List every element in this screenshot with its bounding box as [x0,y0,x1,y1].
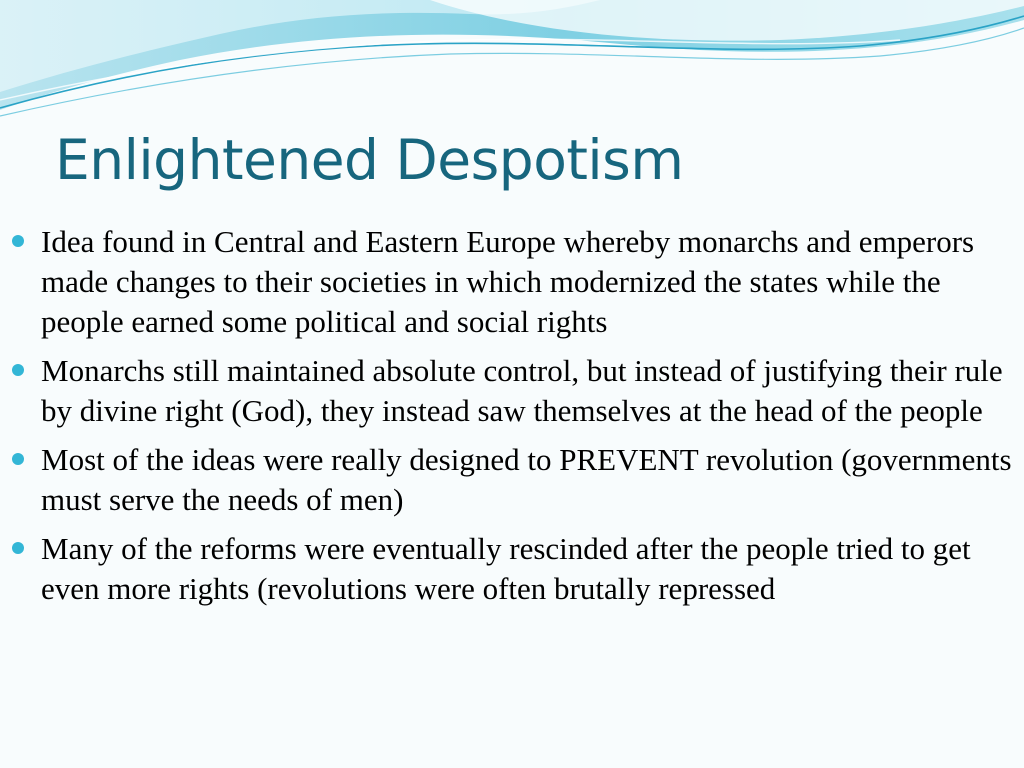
bullet-text: Monarchs still maintained absolute control, but instead of justifying their rule by divine right (God), they instead saw themselves at the head of the people [41,353,1003,428]
bullet-item [0,440,1024,520]
wave-header-decoration [0,0,1024,140]
bullet-text: Idea found in Central and Eastern Europe whereby monarchs and emperors made changes to their societies in which modernized the states while the people earned some political and social rights [41,224,975,339]
bullet-text: Most of the ideas were really designed to PREVENT revolution (governments must serve the needs of men) [41,442,1012,517]
bullet-text: Many of the reforms were eventually rescinded after the people tried to get even more rights (revolutions were often brutally repressed [41,531,971,606]
bullet-dot-icon [12,235,24,247]
bullet-dot-icon [12,364,24,376]
bullet-dot-icon [12,453,24,465]
bullet-item [0,529,1024,609]
bullet-list [0,222,1024,618]
bullet-item [0,351,1024,431]
bullet-dot-icon [12,542,24,554]
bullet-item [0,222,1024,342]
slide-title: Enlightened Despotism [55,128,684,192]
